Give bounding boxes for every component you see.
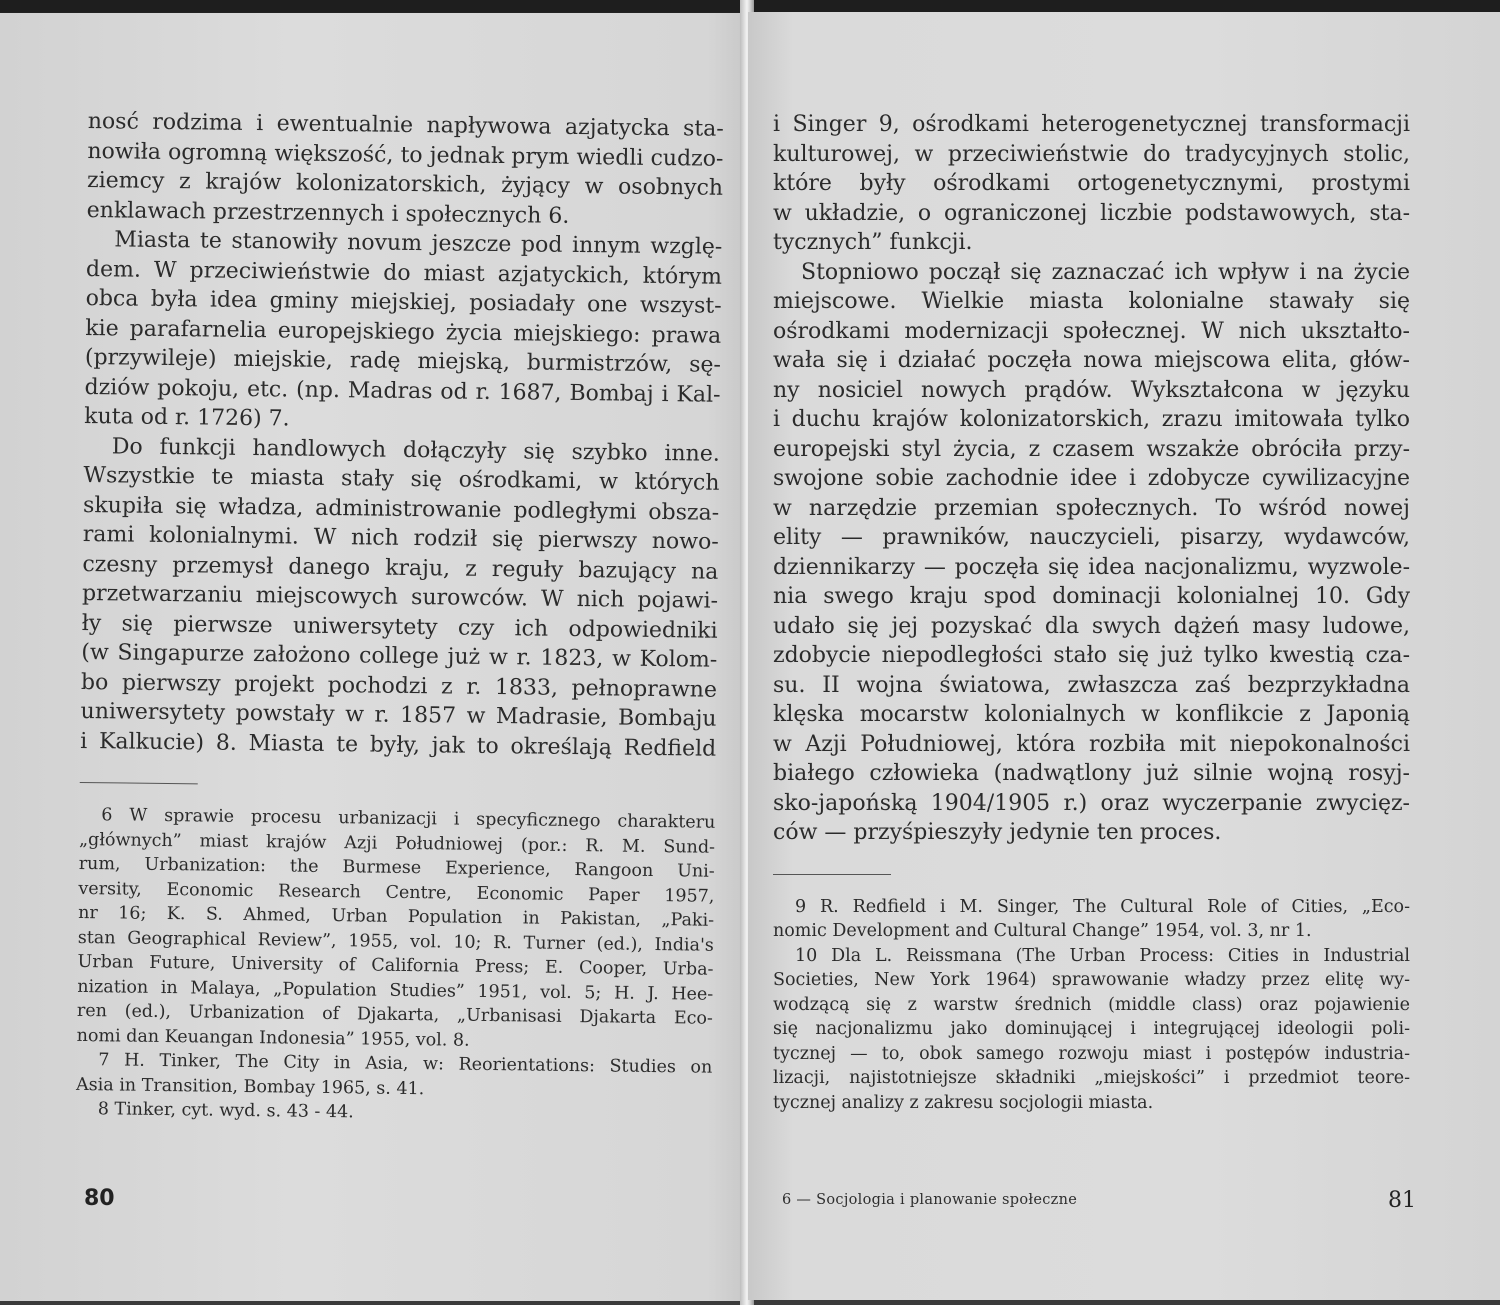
text-line: zdobycie niepodległości stało się już tylko kwestią cza- [773,643,1410,668]
text-line: nowiła ogromną większość, to jednak prym wiedli cudzo- [87,138,724,172]
text-line: i Kalkucie) 8. Miasta te były, jak to określają Redfield [80,728,717,762]
left-page [0,12,744,1301]
footnote-line: tycznej — to, obok samego rozwoju miast i postępów industria- [773,1043,1410,1064]
text-line: w układzie, o ograniczonej liczbie podstawowych, sta- [773,200,1410,226]
footnote-line: rum, Urbanization: the Burmese Experience, Rangoon Uni- [78,853,715,882]
footnote-separator [80,782,198,784]
footnote-line: versity, Economic Research Centre, Economic Paper 1957, [78,878,715,907]
text-line: czesny przemysł danego kraju, z reguły bazujący na [82,551,719,585]
text-line: w Azji Południowej, która rozbiła mit niepokonalności [773,731,1410,757]
text-line: białego człowieka (nadwątlony już silnie wojną rosyj- [773,761,1410,786]
footnote-line: Asia in Transition, Bombay 1965, s. 41. [75,1074,425,1099]
text-line: Stopniowo począł się zaznaczać ich wpływ i na życie [801,259,1410,285]
text-line: tycznych” funkcji. [773,230,973,255]
text-line: enklawach przestrzennych i społecznych 6. [86,197,570,229]
text-line: ziemcy z krajów kolonizatorskich, żyjący w osobnych [86,167,724,201]
text-line: dziów pokoju, etc. (np. Madras od r. 1687, Bombaj i Kal- [84,374,721,408]
text-line: i duchu krajów kolonizatorskich, zrazu imitowała tylko [773,407,1410,432]
text-line: w narzędzie przemian społecznych. To wśród nowej [773,495,1410,521]
footnote-line: stan Geographical Review”, 1955, vol. 10; R. Turner (ed.), India's [77,927,714,956]
footnote-line: 6 W sprawie procesu urbanizacji i specyficznego charakteru [101,805,716,833]
footnote-7 [76,1048,713,1105]
footnote-line: „głównych” miast krajów Azji Południowej (por.: R. M. Sund- [78,829,716,858]
footnote-line: nization in Malaya, „Population Studies” 1951, vol. 5; H. J. Hee- [77,976,714,1005]
text-line: udało się jej pozyskać dla swych dążeń masy ludowe, [773,613,1410,639]
paragraph [773,110,1410,258]
paragraph [80,431,720,763]
footnote-line: 8 Tinker, cyt. wyd. s. 43 - 44. [97,1099,354,1123]
footnote-separator [773,874,891,875]
text-line: swojone sobie zachodnie idee i zdobycze cywilizacyjne [773,466,1410,491]
text-line: dem. W przeciwieństwie do miast azjatyckich, którym [85,256,723,290]
text-line: przetwarzaniu miejscowych surowców. W nich pojawi- [81,580,719,614]
text-line: (w Singapurze założono college już w r. 1823, w Kolom- [81,639,718,673]
text-line: skupiła się władza, administrowanie podległymi obsza- [82,492,720,526]
footnote-line: ren (ed.), Urbanization of Djakarta, „Urbanisasi Djakarta Eco- [76,1000,714,1029]
text-line: klęska mocarstw kolonialnych w konflikcie z Japonią [773,702,1410,727]
text-line: miejscowe. Wielkie miasta kolonialne stawały się [773,289,1410,314]
text-line: nosć rodzima i ewentualnie napływowa azjatycka sta- [87,108,724,142]
text-line: rami kolonialnymi. W nich rodził się pierwszy nowo- [82,521,719,555]
text-line: ców — przyśpieszyły jedynie ten proces. [773,820,1222,845]
footnote-line: nr 16; K. S. Ahmed, Urban Population in Pakistan, „Paki- [78,902,715,931]
text-line: europejski styl życia, z czasem wszakże obróciła przy- [773,436,1410,462]
footnote-line: 9 R. Redfield i M. Singer, The Cultural Role of Cities, „Eco- [795,896,1410,917]
text-line: ośrodkami modernizacji społecznej. W nich ukształto- [773,318,1410,344]
page-number-left: 80 [84,1186,115,1211]
footnote-6 [77,803,716,1056]
text-line: kie parafarnelia europejskiego życia miejskiego: prawa [85,315,722,349]
footnote-line: 10 Dla L. Reissmana (The Urban Process: Cities in Industrial [795,945,1410,966]
text-line: kulturowej, w przeciwieństwie do tradycyjnych stolic, [773,141,1410,167]
footnote-line: 7 H. Tinker, The City in Asia, w: Reorientations: Studies on [98,1050,713,1078]
text-line: su. II wojna światowa, zwłaszcza zaś bezprzykładna [773,672,1410,698]
text-line: Wszystkie te miasta stały się ośrodkami, w których [83,462,720,496]
paragraph [84,225,722,439]
footnote-line: tycznej analizy z zakresu socjologii miasta. [773,1092,1154,1113]
text-line: dziennikarzy — poczęła się idea nacjonalizmu, wyzwole- [773,554,1410,580]
text-line: które były ośrodkami ortogenetycznymi, prostymi [773,171,1410,196]
text-line: elity — prawników, nauczycieli, pisarzy, wydawców, [773,525,1410,550]
footnote-line: wodzącą się z warstw średnich (middle class) oraz pojawienie [773,994,1410,1015]
text-line: Miasta te stanowiły novum jeszcze pod innym wzglę- [114,227,723,260]
text-line: Do funkcji handlowych dołączyły się szybko inne. [111,433,720,467]
footnote-line: Urban Future, University of California Press; E. Cooper, Urba- [77,951,714,980]
text-line: kuta od r. 1726) 7. [84,403,290,432]
text-line: wała się i działać poczęła nowa miejscowa elita, głów- [773,348,1410,373]
text-line: ły się pierwsze uniwersytety czy ich odpowiedniki [81,610,718,644]
footnote-line: się nacjonalizmu jako dominującej i integrującej ideologii poli- [773,1019,1410,1039]
text-line: ny nosiciel nowych prądów. Wykształcona w języku [773,377,1410,403]
page-number-right: 81 [1388,1188,1416,1213]
text-line: (przywileje) miejskie, radę miejską, burmistrzów, sę- [84,344,722,378]
text-line: nia swego kraju spod dominacji kolonialnej 10. Gdy [773,584,1410,609]
text-line: sko-japońską 1904/1905 r.) oraz wyczerpanie zwycięz- [773,790,1410,816]
footnote-10 [773,944,1410,1116]
footnote-line: nomi dan Keuangan Indonesia” 1955, vol. 8. [76,1025,470,1051]
text-line: bo pierwszy projekt pochodzi z r. 1833, pełnoprawne [80,669,718,703]
footnote-line: lizacji, najistotniejsze składniki „miejskości” i przedmiot teore- [773,1068,1410,1088]
paragraph [773,258,1410,848]
right-page-body [773,110,1410,1115]
text-line: i Singer 9, ośrodkami heterogenetycznej transformacji [773,112,1410,137]
running-footer: 6 — Socjologia i planowanie społeczne [782,1192,1078,1208]
text-line: obca była idea gminy miejskiej, posiadały one wszyst- [85,285,722,319]
left-page-body [76,107,724,1129]
footnote-9 [773,895,1410,944]
right-page [748,12,1500,1300]
paragraph [87,107,724,233]
footnote-line: Societies, New York 1964) sprawowanie władzy przez elitę wy- [773,970,1410,990]
text-line: uniwersytety powstały w r. 1857 w Madrasie, Bombaju [80,698,717,732]
footnote-line: nomic Development and Cultural Change” 1954, vol. 3, nr 1. [773,921,1312,941]
